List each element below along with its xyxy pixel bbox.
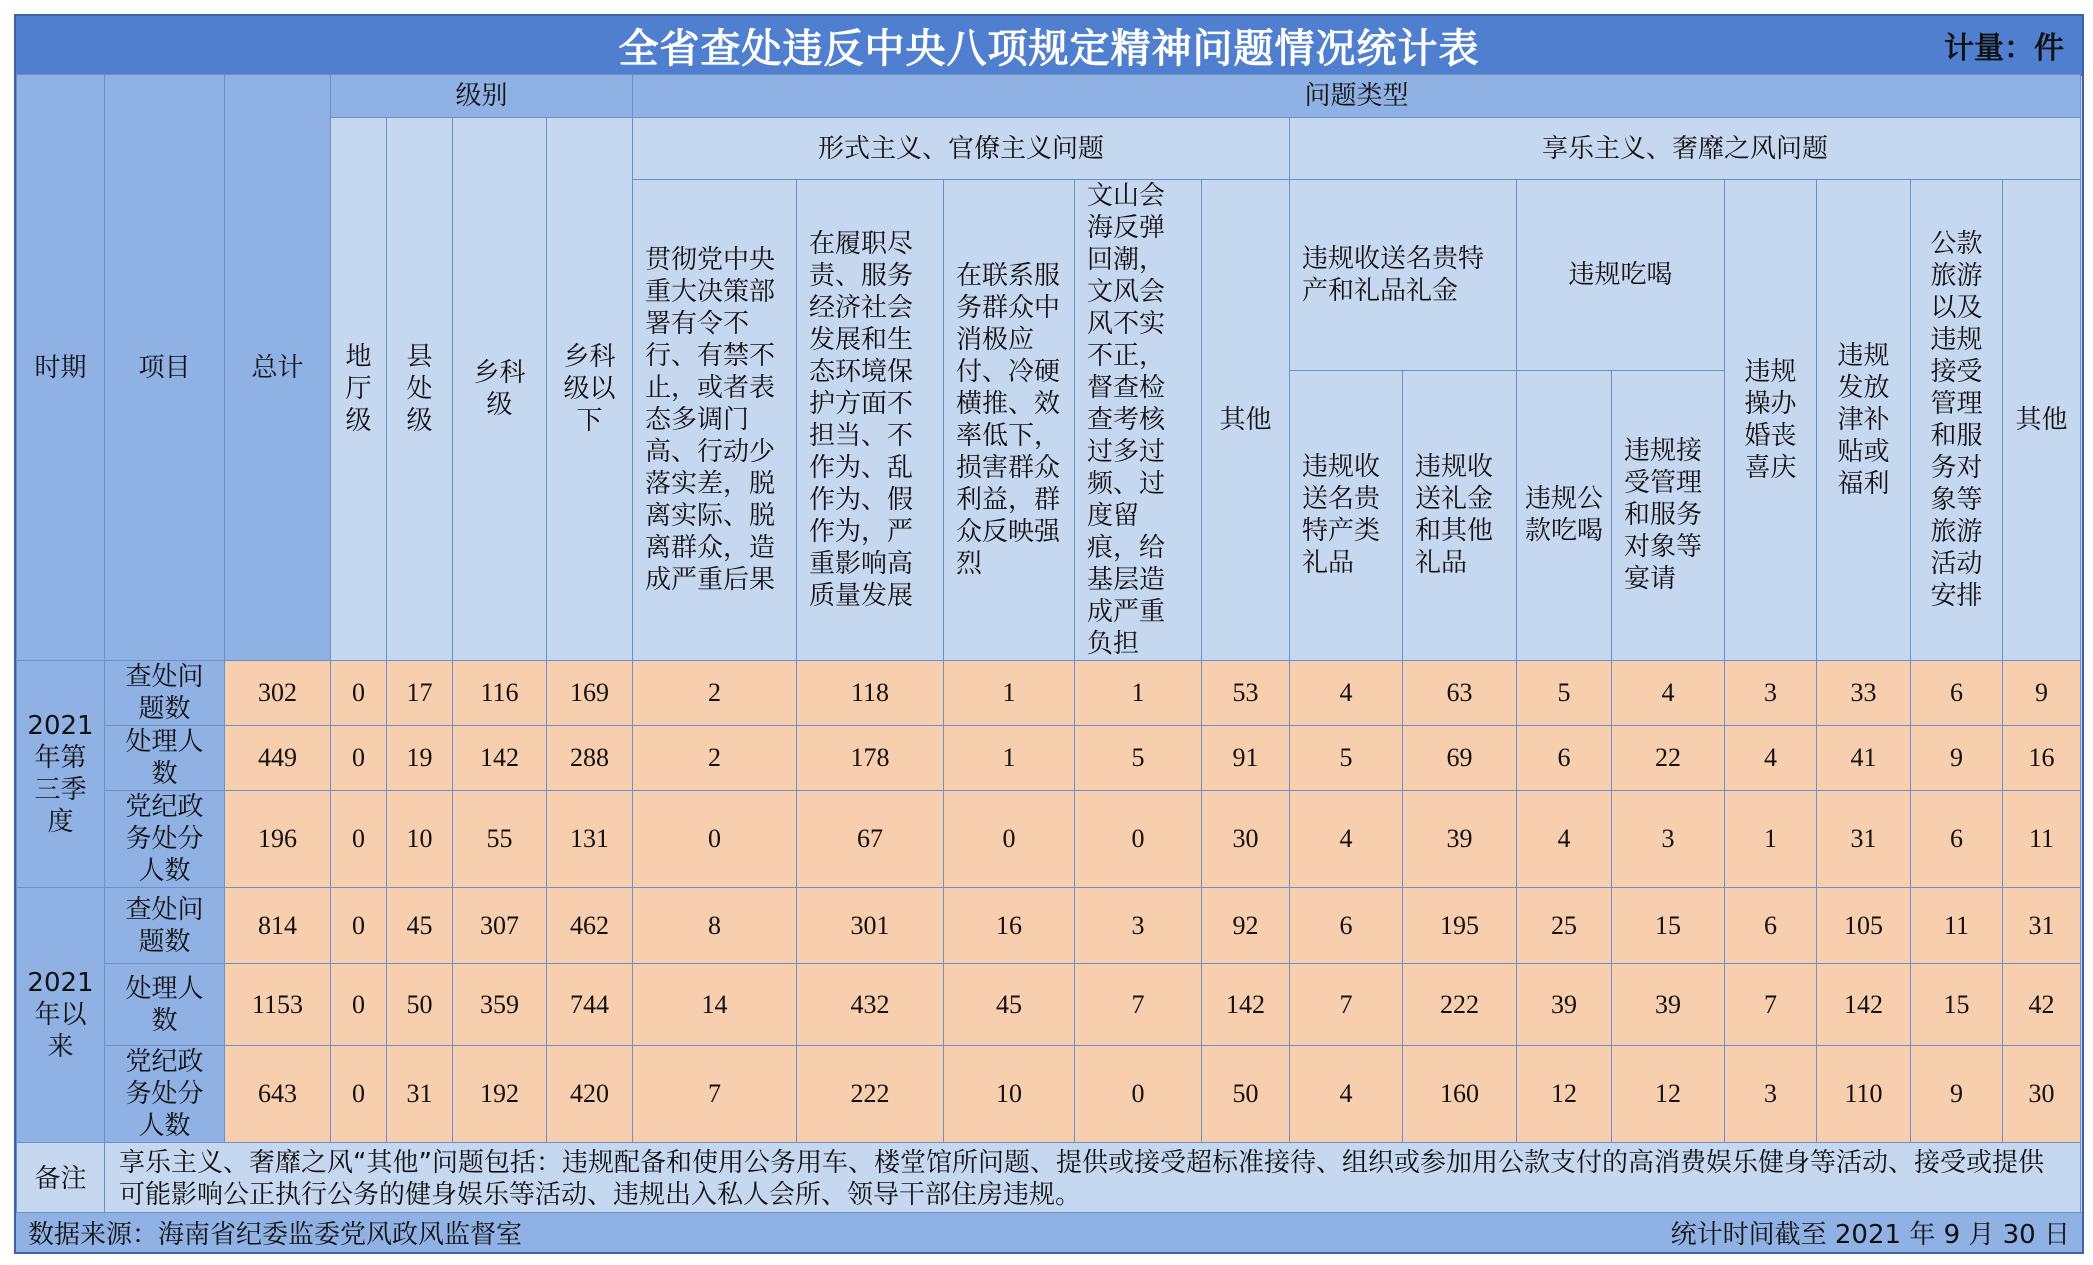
table-cell: 0 <box>331 964 387 1046</box>
table-cell: 131 <box>547 791 633 888</box>
table-cell: 0 <box>331 791 387 888</box>
table-cell: 5 <box>1517 661 1612 726</box>
footer <box>16 1212 2082 1252</box>
table-cell: 91 <box>1202 726 1290 791</box>
table-cell: 116 <box>453 661 547 726</box>
table-cell: 4 <box>1290 1046 1403 1143</box>
table-cell: 142 <box>1817 964 1911 1046</box>
header-dining-public: 违规公款吃喝 <box>1517 370 1612 660</box>
header-hedonism-group: 享乐主义、奢靡之风问题 <box>1290 118 2081 180</box>
table-cell: 1 <box>1725 791 1817 888</box>
table-cell: 1153 <box>225 964 331 1046</box>
header-formalism-group: 形式主义、官僚主义问题 <box>633 118 1290 180</box>
table-row <box>17 888 2081 964</box>
table-cell: 195 <box>1403 888 1517 964</box>
table-cell: 31 <box>2003 888 2081 964</box>
table-cell: 359 <box>453 964 547 1046</box>
table-cell: 142 <box>1202 964 1290 1046</box>
table-cell: 462 <box>547 888 633 964</box>
table-cell: 9 <box>2003 661 2081 726</box>
row-item-label: 处理人数 <box>105 726 225 791</box>
table-cell: 0 <box>331 661 387 726</box>
header-hedonism-other: 其他 <box>2003 180 2081 661</box>
table-cell: 12 <box>1517 1046 1612 1143</box>
table-cell: 12 <box>1612 1046 1725 1143</box>
table-cell: 45 <box>387 888 453 964</box>
table-cell: 0 <box>944 791 1075 888</box>
row-item-label: 党纪政务处分人数 <box>105 1046 225 1143</box>
table-body <box>17 75 2081 1216</box>
table-cell: 5 <box>1290 726 1403 791</box>
table-cell: 33 <box>1817 661 1911 726</box>
header-public-tourism: 公款旅游以及违规接受管理和服务对象等旅游活动安排 <box>1911 180 2003 661</box>
table-cell: 10 <box>944 1046 1075 1143</box>
table-cell: 4 <box>1290 661 1403 726</box>
header-formalism-2: 在履职尽责、服务经济社会发展和生态环境保护方面不担当、不作为、乱作为、假作为，严重影响高质量发展 <box>797 180 944 661</box>
table-cell: 6 <box>1911 791 2003 888</box>
table-cell: 3 <box>1725 1046 1817 1143</box>
table-cell: 4 <box>1517 791 1612 888</box>
table-cell: 10 <box>387 791 453 888</box>
table-row <box>17 661 2081 726</box>
table-cell: 14 <box>633 964 797 1046</box>
table-cell: 19 <box>387 726 453 791</box>
statistics-table <box>16 74 2081 1216</box>
table-cell: 5 <box>1075 726 1202 791</box>
table-cell: 30 <box>2003 1046 2081 1143</box>
statistics-date: 统计时间截至 2021 年 9 月 30 日 <box>1670 1220 2070 1250</box>
data-source: 数据来源：海南省纪委监委党风政风监督室 <box>28 1220 523 1250</box>
header-gift-cash: 违规收送礼金和其他礼品 <box>1403 370 1517 660</box>
table-cell: 11 <box>2003 791 2081 888</box>
table-cell: 110 <box>1817 1046 1911 1143</box>
table-row <box>17 791 2081 888</box>
row-item-label: 查处问题数 <box>105 661 225 726</box>
header-dining-banquet: 违规接受管理和服务对象等宴请 <box>1612 370 1725 660</box>
header-dining-group: 违规吃喝 <box>1517 180 1725 371</box>
unit-label: 计量：件 <box>1944 31 2064 66</box>
table-row <box>17 726 2081 791</box>
table-cell: 196 <box>225 791 331 888</box>
table-cell: 7 <box>1290 964 1403 1046</box>
table-cell: 222 <box>1403 964 1517 1046</box>
title-text: 全省查处违反中央八项规定精神问题情况统计表 <box>618 25 1480 72</box>
table-cell: 4 <box>1612 661 1725 726</box>
header-formalism-other: 其他 <box>1202 180 1290 661</box>
table-cell: 0 <box>331 1046 387 1143</box>
header-level-township: 乡科级 <box>453 118 547 661</box>
table-cell: 0 <box>1075 791 1202 888</box>
table-cell: 39 <box>1403 791 1517 888</box>
table-cell: 22 <box>1612 726 1725 791</box>
table-cell: 449 <box>225 726 331 791</box>
table-cell: 301 <box>797 888 944 964</box>
table-cell: 7 <box>1075 964 1202 1046</box>
table-row <box>17 964 2081 1046</box>
table-cell: 50 <box>387 964 453 1046</box>
table-cell: 31 <box>1817 791 1911 888</box>
header-level-prefecture: 地厅级 <box>331 118 387 661</box>
table-cell: 45 <box>944 964 1075 1046</box>
header-gift-specialties: 违规收送名贵特产类礼品 <box>1290 370 1403 660</box>
note-label: 备注 <box>17 1143 105 1216</box>
table-cell: 4 <box>1725 726 1817 791</box>
table-cell: 7 <box>1725 964 1817 1046</box>
table-cell: 142 <box>453 726 547 791</box>
header-level-county: 县处级 <box>387 118 453 661</box>
header-formalism-3: 在联系服务群众中消极应付、冷硬横推、效率低下，损害群众利益，群众反映强烈 <box>944 180 1075 661</box>
table-cell: 9 <box>1911 1046 2003 1143</box>
table-cell: 2 <box>633 661 797 726</box>
table-cell: 118 <box>797 661 944 726</box>
note-text: 享乐主义、奢靡之风“其他”问题包括：违规配备和使用公务用车、楼堂馆所问题、提供或接受超标准接待、组织或参加用公款支付的高消费娱乐健身等活动、接受或提供可能影响公正执行公务的健身娱乐等活动、违规出入私人会所、领导干部住房违规。 <box>105 1143 2081 1216</box>
table-cell: 6 <box>1725 888 1817 964</box>
row-item-label: 查处问题数 <box>105 888 225 964</box>
table-cell: 17 <box>387 661 453 726</box>
table-cell: 15 <box>1911 964 2003 1046</box>
table-row <box>17 1046 2081 1143</box>
statistics-sheet <box>14 14 2084 1254</box>
period-label: 2021年以来 <box>17 888 105 1143</box>
table-cell: 16 <box>944 888 1075 964</box>
table-cell: 3 <box>1612 791 1725 888</box>
table-cell: 30 <box>1202 791 1290 888</box>
table-title <box>16 16 2082 76</box>
header-total: 总计 <box>225 75 331 661</box>
table-cell: 53 <box>1202 661 1290 726</box>
table-cell: 302 <box>225 661 331 726</box>
table-cell: 160 <box>1403 1046 1517 1143</box>
table-cell: 63 <box>1403 661 1517 726</box>
table-cell: 169 <box>547 661 633 726</box>
table-cell: 11 <box>1911 888 2003 964</box>
table-cell: 432 <box>797 964 944 1046</box>
table-cell: 1 <box>944 726 1075 791</box>
header-level-below-township: 乡科级以下 <box>547 118 633 661</box>
table-cell: 178 <box>797 726 944 791</box>
table-cell: 420 <box>547 1046 633 1143</box>
table-cell: 192 <box>453 1046 547 1143</box>
table-cell: 4 <box>1290 791 1403 888</box>
header-problem-type: 问题类型 <box>633 75 2081 118</box>
table-cell: 288 <box>547 726 633 791</box>
table-cell: 69 <box>1403 726 1517 791</box>
table-cell: 1 <box>944 661 1075 726</box>
header-gift-group: 违规收送名贵特产和礼品礼金 <box>1290 180 1517 371</box>
table-cell: 9 <box>1911 726 2003 791</box>
table-cell: 0 <box>331 888 387 964</box>
header-formalism-1: 贯彻党中央重大决策部署有令不行、有禁不止，或者表态多调门高、行动少落实差，脱离实际、脱离群众，造成严重后果 <box>633 180 797 661</box>
header-period: 时期 <box>17 75 105 661</box>
table-cell: 744 <box>547 964 633 1046</box>
table-cell: 92 <box>1202 888 1290 964</box>
period-label: 2021年第三季度 <box>17 661 105 888</box>
table-cell: 31 <box>387 1046 453 1143</box>
table-cell: 6 <box>1290 888 1403 964</box>
table-cell: 0 <box>1075 1046 1202 1143</box>
header-weddings-funerals: 违规操办婚丧喜庆 <box>1725 180 1817 661</box>
table-cell: 16 <box>2003 726 2081 791</box>
table-cell: 25 <box>1517 888 1612 964</box>
header-allowances: 违规发放津补贴或福利 <box>1817 180 1911 661</box>
table-cell: 6 <box>1911 661 2003 726</box>
header-formalism-4: 文山会海反弹回潮，文风会风不实不正，督查检查考核过多过频、过度留痕，给基层造成严重负担 <box>1075 180 1202 661</box>
table-cell: 814 <box>225 888 331 964</box>
header-item: 项目 <box>105 75 225 661</box>
table-cell: 55 <box>453 791 547 888</box>
table-cell: 2 <box>633 726 797 791</box>
table-cell: 0 <box>633 791 797 888</box>
note-row <box>17 1143 2081 1216</box>
row-item-label: 处理人数 <box>105 964 225 1046</box>
table-cell: 41 <box>1817 726 1911 791</box>
table-cell: 50 <box>1202 1046 1290 1143</box>
table-cell: 8 <box>633 888 797 964</box>
table-cell: 643 <box>225 1046 331 1143</box>
table-cell: 0 <box>331 726 387 791</box>
table-cell: 39 <box>1612 964 1725 1046</box>
table-cell: 39 <box>1517 964 1612 1046</box>
table-cell: 3 <box>1725 661 1817 726</box>
table-cell: 7 <box>633 1046 797 1143</box>
table-cell: 105 <box>1817 888 1911 964</box>
table-cell: 42 <box>2003 964 2081 1046</box>
table-cell: 222 <box>797 1046 944 1143</box>
row-item-label: 党纪政务处分人数 <box>105 791 225 888</box>
table-cell: 1 <box>1075 661 1202 726</box>
table-cell: 3 <box>1075 888 1202 964</box>
table-cell: 307 <box>453 888 547 964</box>
header-level: 级别 <box>331 75 633 118</box>
table-cell: 6 <box>1517 726 1612 791</box>
table-cell: 15 <box>1612 888 1725 964</box>
table-cell: 67 <box>797 791 944 888</box>
